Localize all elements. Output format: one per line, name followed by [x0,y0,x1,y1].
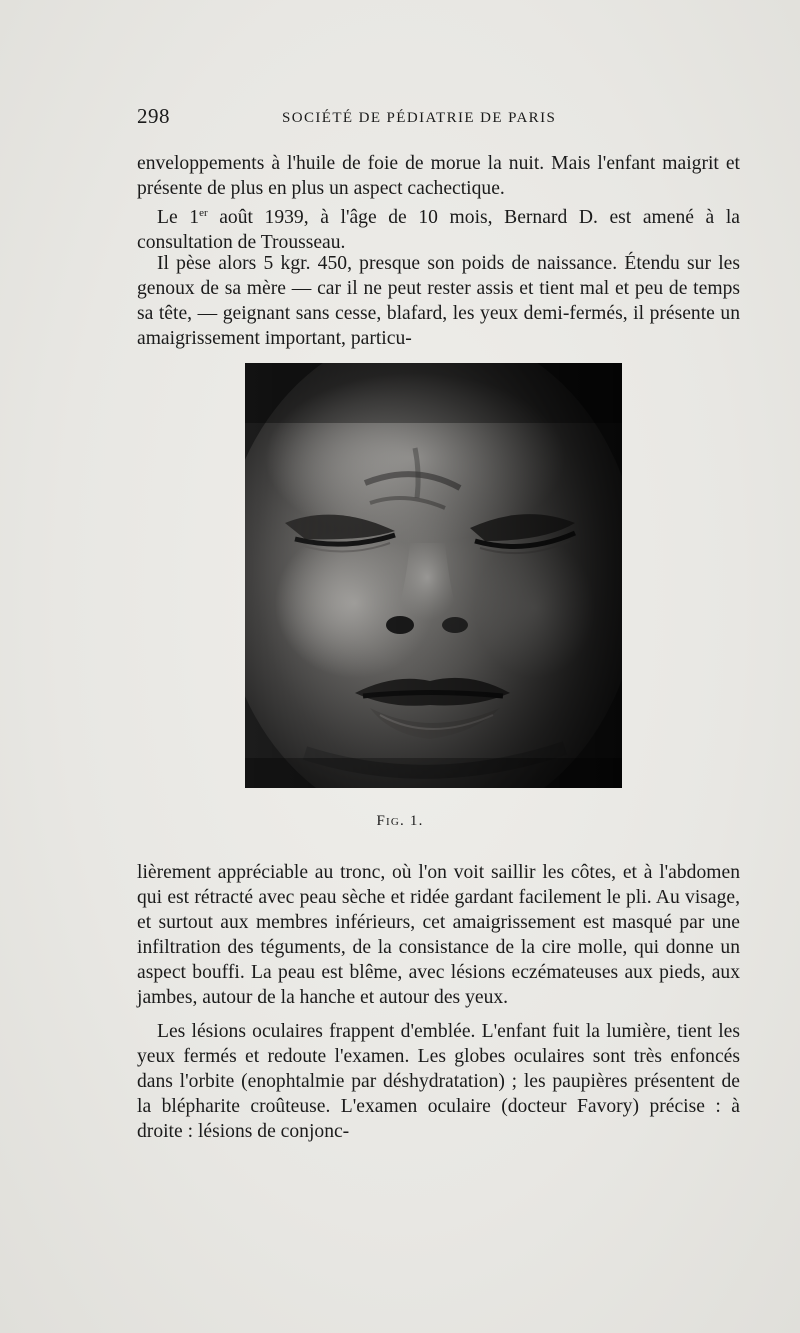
figure-caption: Fig. 1. [376,813,424,829]
running-head: SOCIÉTÉ DE PÉDIATRIE DE PARIS [282,110,557,126]
paragraph-ocular-lesions: Les lésions oculaires frappent d'emblée. L'enfant fuit la lumière, tient les yeux fermés et redoute l'examen. Les globes oculaires sont très enfoncés dans l'orbite (enophtalmie par déshydratation) ; les paupières présentent de la blépharite croûteuse. L'examen oculaire (docteur Favory) précise : à droite : lésions de conjonc- [137,1021,740,1142]
page-number: 298 [137,104,170,128]
paragraph-admission-rest: août 1939, à l'âge de 10 mois, Bernard D. est amené à la consultation de Trousseau. [137,207,740,253]
page-header [137,104,740,134]
paragraph-admission [137,201,740,255]
paragraph-continuation: enveloppements à l'huile de foie de morue la nuit. Mais l'enfant maigrit et présente de plus en plus un aspect cachectique. [137,153,740,199]
paragraph-admission-start: Le 1 [157,207,200,228]
paragraph-emaciation: lièrement appréciable au tronc, où l'on voit saillir les côtes, et à l'abdomen qui est rétracté avec peau sèche et ridée gardant facilement le pli. Au visage, et surtout aux membres inférieurs, cet amaigrissement est masqué par une infiltration des téguments, de la consistance de la cire molle, qui donne un aspect bouffi. La peau est blême, avec lésions eczémateuses aux pieds, aux jambes, autour de la hanche et autour des yeux. [137,862,740,1008]
figure-photo [245,363,622,788]
paragraph-weight: Il pèse alors 5 kgr. 450, presque son poids de naissance. Étendu sur les genoux de sa mère — car il ne peut rester assis et tient mal et peu de temps sa tête, — geignant sans cesse, blafard, les yeux demi-fermés, il présente un amaigrissement important, particu- [137,253,740,349]
ordinal-superscript: er [199,207,208,219]
infant-face-photo [245,363,622,788]
